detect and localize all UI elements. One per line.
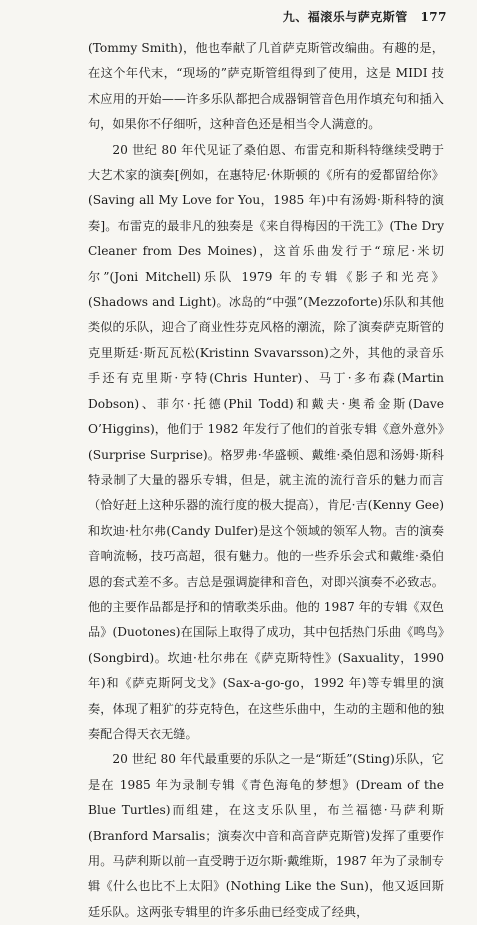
body-text	[88, 36, 444, 925]
paragraph-1: (Tommy Smith)，他也奉献了几首萨克斯管改编曲。有趣的是，在这个年代末，“现场的”萨克斯管组得到了使用，这是 MIDI 技术应用的开始——许多乐队都把合成器铜管音色用作填充句和插入句，如果你不仔细听，这种音色还是相当令人满意的。	[88, 41, 444, 132]
paragraph-2: 20 世纪 80 年代见证了桑伯恩、布雷克和斯科特继续受聘于大艺术家的演奏[例如，在惠特尼·休斯顿的《所有的爱都留给你》(Saving all My Love for You，1985 年)中有汤姆·斯科特的演奏]。布雷克的最非凡的独奏是《来自得梅因的干洗工》(The Dry Cleaner from Des Moines)，这首乐曲发行于“琼尼·米切尔”(Joni Mitchell)乐队 1979 年的专辑《影子和光亮》(Shadows and Light)。冰岛的“中强”(Mezzoforte)乐队和其他类似的乐队，迎合了商业性芬克风格的潮流，除了演奏萨克斯管的克里斯廷·斯瓦瓦松(Kristinn Svavarsson)之外，其他的录音乐手还有克里斯·亨特(Chris Hunter)、马丁·多布森(Martin Dobson)、菲尔·托德(Phil Todd)和戴夫·奥希金斯(Dave O’Higgins)，他们于 1982 年发行了他们的首张专辑《意外意外》(Surprise Surprise)。格罗弗·华盛顿、戴维·桑伯恩和汤姆·斯科特录制了大量的器乐专辑，但是，就主流的流行音乐的魅力而言（恰好赶上这种乐器的流行度的极大提高），肯尼·吉(Kenny Gee)和坎迪·杜尔弗(Candy Dulfer)是这个领域的领军人物。吉的演奏音响流畅，技巧高超，很有魅力。他的一些乔乐会式和戴维·桑伯恩的套式差不多。吉总是强调旋律和音色，对即兴演奏不必致志。他的主要作品都是抒和的情歌类乐曲。他的 1987 年的专辑《双色品》(Duotones)在国际上取得了成功，其中包括热门乐曲《鸣鸟》(Songbird)。坎迪·杜尔弗在《萨克斯特性》(Saxuality，1990 年)和《萨克斯阿戈戈》(Sax-a-go-go，1992 年)等专辑里的演奏，体现了粗犷的芬克特色，在这些乐曲中，生动的主题和他的独奏配合得天衣无缝。	[88, 142, 444, 741]
running-header	[283, 8, 447, 25]
paragraph-3: 20 世纪 80 年代最重要的乐队之一是“斯廷”(Sting)乐队，它是在 1985 年为录制专辑《青色海龟的梦想》(Dream of the Blue Turtles)而组建，在这支乐队里，布兰福德·马萨利斯(Branford Marsalis；演奏次中音和高音萨克斯管)发挥了重要作用。马萨利斯以前一直受聘于迈尔斯·戴维斯，1987 年为了录制专辑《什么也比不上太阳》(Nothing Like the Sun)，他又返回斯廷乐队。这两张专辑里的许多乐曲已经变成了经典，	[88, 752, 444, 919]
chapter-title: 九、福滚乐与萨克斯管	[282, 10, 408, 24]
page-number: 177	[420, 10, 447, 24]
